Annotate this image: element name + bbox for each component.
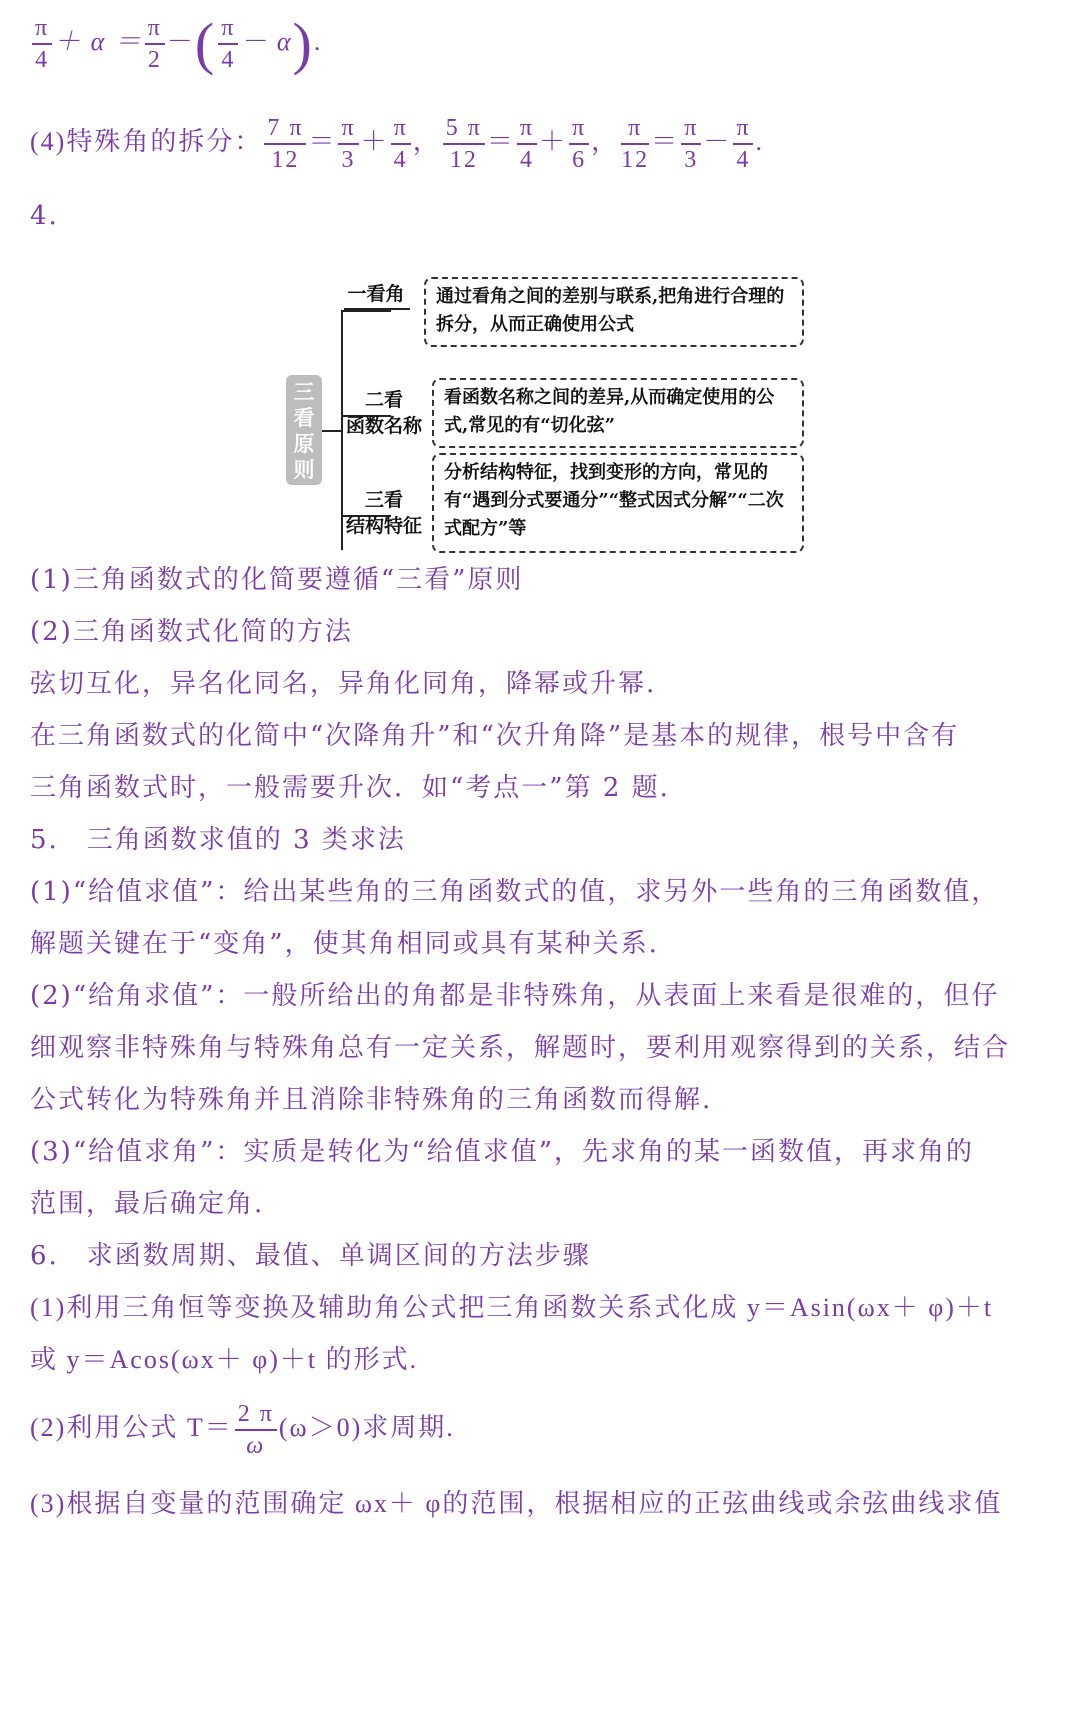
branch-box-function-name: 看函数名称之间的差异,从而确定使用的公式,常见的有“切化弦” (432, 378, 804, 448)
paragraph-4-1: (1)三角函数式的化简要遵循“三看”原则 (30, 565, 524, 595)
fraction-pi-12: $\frac{\pi}{12}$ (621, 115, 650, 174)
heading-6: 6. 求函数周期、最值、单调区间的方法步骤 (30, 1241, 591, 1271)
paragraph-6-3: (3)根据自变量的范围确定 ωx＋ φ的范围，根据相应的正弦曲线或余弦曲线求值 (30, 1489, 1003, 1518)
fraction-2pi-over-omega: $\frac{2 \pi}{\omega}$ (235, 1399, 277, 1461)
branch-box-structure: 分析结构特征，找到变形的方向，常见的有“遇到分式要通分”“整式因式分解”“二次式配方”等 (432, 453, 804, 553)
connector-main (322, 430, 342, 432)
paragraph-5-2c: 公式转化为特殊角并且消除非特殊角的三角函数而得解. (30, 1085, 713, 1115)
item-4-number: 4. (30, 201, 59, 231)
heading-5: 5. 三角函数求值的 3 类求法 (30, 825, 406, 855)
paragraph-4-4a: 在三角函数式的化简中“次降角升”和“次升角降”是基本的规律，根号中含有 (30, 721, 960, 751)
three-look-principle-diagram (286, 275, 846, 595)
connector-trunk (341, 310, 343, 550)
paragraph-6-2: (2)利用公式 T＝ $\frac{2 \pi}{\omega}$ (ω＞0)求周期. (30, 1401, 455, 1460)
paragraph-5-1b: 解题关键在于“变角”，使其角相同或具有某种关系. (30, 929, 659, 959)
connector-branch-1 (341, 310, 391, 312)
paragraph-6-1a: (1)利用三角恒等变换及辅助角公式把三角函数关系式化成 y＝Asin(ωx＋ φ)＋t (30, 1293, 994, 1322)
paragraph-5-2a: (2)“给角求值”：一般所给出的角都是非特殊角，从表面上来看是很难的，但仔 (30, 981, 1000, 1011)
fraction-pi-over-4: $\frac{\pi}{4}$ (32, 13, 52, 75)
paragraph-4-2: (2)三角函数式化简的方法 (30, 617, 353, 647)
principle-tag: 三看原则 (286, 375, 322, 485)
formula-line-2: (4)特殊角的拆分： $\frac{7 \pi}{12}$ ＝ $\frac{\pi}{3}$ ＋ $\frac{\pi}{4}$ ， $\frac{5 \pi}{12}$ ＝ $\frac{\pi}{4}$ ＋ $\frac{\pi}{6}$ ， $\frac{\pi}{12}$ ＝ $\frac{\pi}{3}$ － $\frac{\pi}{4}$ . (30, 115, 764, 174)
paragraph-5-2b: 细观察非特殊角与特殊角总有一定关系，解题时，要利用观察得到的关系，结合 (30, 1033, 1011, 1063)
branch-label-structure: 三看 结构特征 (346, 489, 423, 537)
formula-line-1: $\frac{\pi}{4}$ ＋ α ＝ $\frac{\pi}{2}$ －( $\frac{\pi}{4}$ － α). (30, 12, 322, 75)
branch-label-angle: 一看角 (347, 283, 405, 305)
paragraph-4-4b: 三角函数式时，一般需要升次．如“考点一”第 2 题. (30, 773, 670, 803)
paragraph-5-3a: (3)“给值求角”：实质是转化为“给值求值”，先求角的某一函数值，再求角的 (30, 1137, 974, 1167)
branch-box-angle: 通过看角之间的差别与联系,把角进行合理的拆分，从而正确使用公式 (424, 277, 804, 347)
fraction-pi-over-2: $\frac{\pi}{2}$ (145, 13, 165, 75)
paragraph-5-3b: 范围，最后确定角. (30, 1189, 265, 1219)
fraction-5pi-12: $\frac{5 \pi}{12}$ (443, 113, 485, 175)
fraction-pi-over-4-b: $\frac{\pi}{4}$ (218, 13, 238, 75)
branch-label-function-name: 二看 函数名称 (346, 389, 423, 437)
paragraph-5-1a: (1)“给值求值”：给出某些角的三角函数式的值，求另外一些角的三角函数值， (30, 877, 1000, 907)
paragraph-4-3: 弦切互化，异名化同名，异角化同角，降幂或升幂. (30, 669, 657, 699)
paragraph-6-1b: 或 y＝Acos(ωx＋ φ)＋t 的形式. (30, 1345, 419, 1374)
fraction-7pi-12: $\frac{7 \pi}{12}$ (264, 113, 306, 175)
